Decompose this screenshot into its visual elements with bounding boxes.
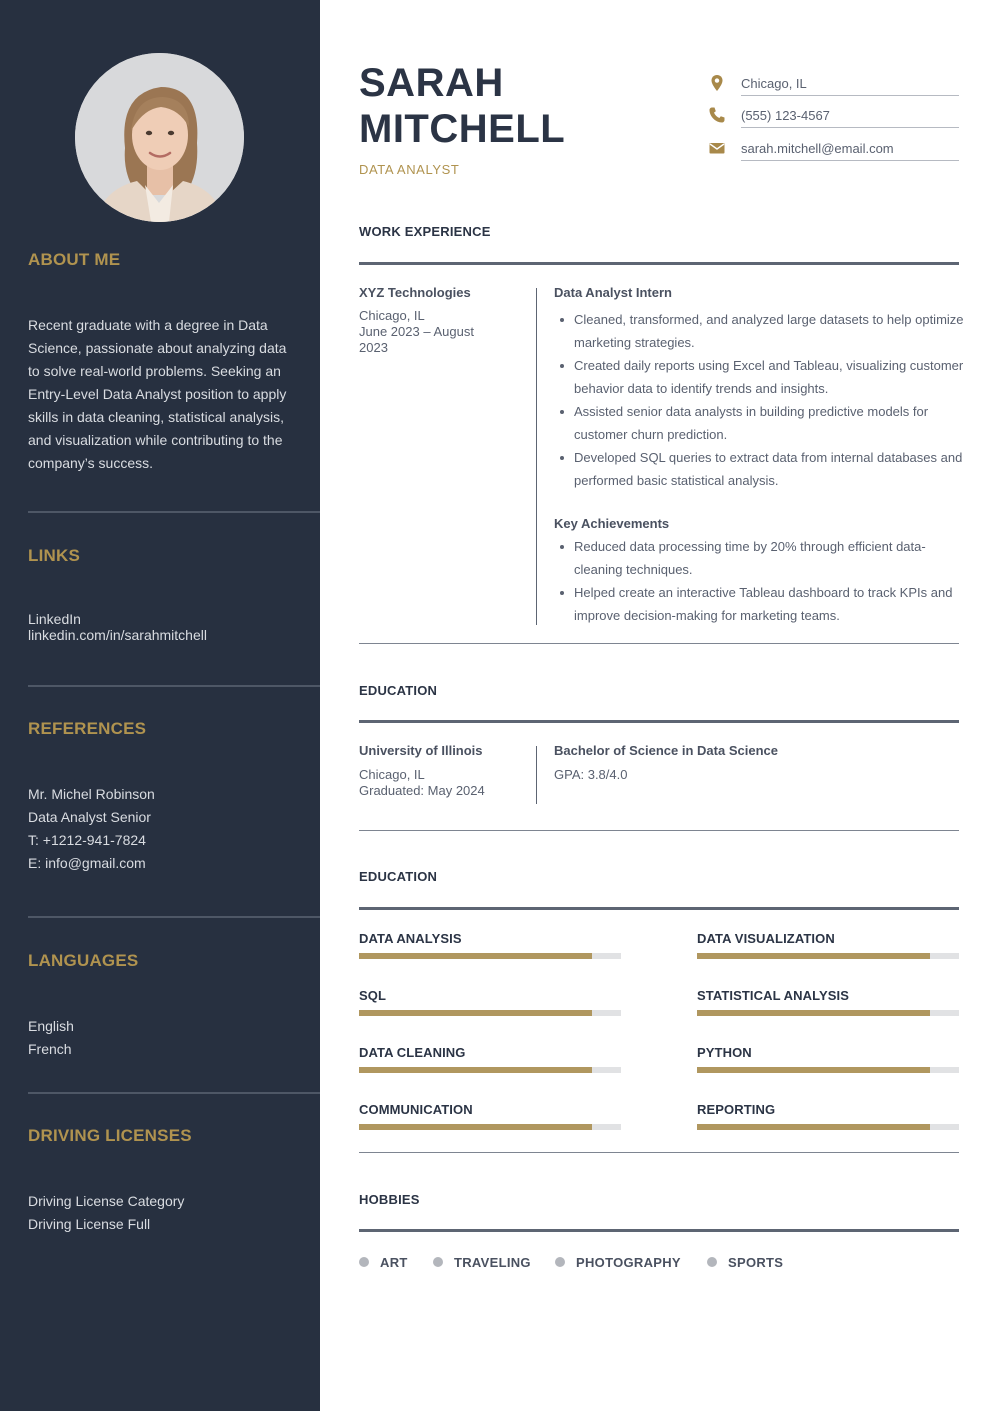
job-title: DATA ANALYST bbox=[359, 162, 460, 177]
skill-bar-track bbox=[359, 1067, 621, 1073]
portrait-photo-icon bbox=[75, 53, 244, 222]
bullet-dot-icon bbox=[433, 1257, 443, 1267]
license-item: Driving License Category bbox=[28, 1193, 185, 1209]
skill-bar-track bbox=[697, 1124, 959, 1130]
work-bullets bbox=[554, 308, 964, 492]
achievement-bullets bbox=[554, 535, 964, 627]
contact-underline bbox=[741, 160, 959, 161]
main-content bbox=[320, 0, 1001, 1411]
hobby-label: SPORTS bbox=[728, 1255, 784, 1270]
contact-phone[interactable] bbox=[708, 106, 959, 128]
section-separator bbox=[359, 830, 959, 831]
profile-photo bbox=[75, 53, 244, 222]
bullet-dot-icon bbox=[359, 1257, 369, 1267]
hobbies-heading: HOBBIES bbox=[359, 1192, 420, 1207]
licenses-title: DRIVING LICENSES bbox=[28, 1126, 192, 1145]
languages-title: LANGUAGES bbox=[28, 951, 139, 970]
hobby-label: PHOTOGRAPHY bbox=[576, 1255, 681, 1270]
achievement-bullet: Reduced data processing time by 20% through efficient data-cleaning techniques. bbox=[554, 535, 964, 581]
sidebar-divider bbox=[28, 916, 320, 918]
achievement-bullet: Helped create an interactive Tableau dashboard to track KPIs and improve decision-making for marketing teams. bbox=[554, 581, 964, 627]
skill-item bbox=[697, 1045, 959, 1060]
sidebar-divider bbox=[28, 685, 320, 687]
skill-label: SQL bbox=[359, 988, 387, 1003]
skill-bar-track bbox=[697, 1010, 959, 1016]
education-heading: EDUCATION bbox=[359, 683, 438, 698]
contact-location bbox=[708, 74, 959, 96]
license-item: Driving License Full bbox=[28, 1216, 151, 1232]
work-company: XYZ Technologies bbox=[359, 285, 471, 300]
section-rule bbox=[359, 720, 959, 723]
hobby-label: TRAVELING bbox=[454, 1255, 531, 1270]
education-location: Chicago, IL bbox=[359, 767, 425, 782]
work-bullet: Created daily reports using Excel and Tableau, visualizing customer behavior data to identify trends and insights. bbox=[554, 354, 964, 400]
reference-name: Mr. Michel Robinson bbox=[28, 786, 155, 802]
skill-bar-fill bbox=[697, 1067, 930, 1073]
skill-label: COMMUNICATION bbox=[359, 1102, 473, 1117]
references-title: REFERENCES bbox=[28, 719, 147, 738]
work-bullet: Cleaned, transformed, and analyzed large datasets to help optimize marketing strategies. bbox=[554, 308, 964, 354]
work-bullet: Assisted senior data analysts in building predictive models for customer churn prediction. bbox=[554, 400, 964, 446]
skill-item bbox=[697, 1102, 959, 1117]
skills-heading: EDUCATION bbox=[359, 869, 438, 884]
section-rule bbox=[359, 262, 959, 265]
contact-location-text: Chicago, IL bbox=[741, 76, 807, 91]
skill-bar-track bbox=[697, 1067, 959, 1073]
contact-email[interactable] bbox=[708, 139, 959, 161]
education-graduated: Graduated: May 2024 bbox=[359, 783, 485, 798]
sidebar-divider bbox=[28, 511, 320, 513]
work-role: Data Analyst Intern bbox=[554, 285, 672, 300]
contact-underline bbox=[741, 95, 959, 96]
skill-bar-fill bbox=[697, 1124, 930, 1130]
section-rule bbox=[359, 907, 959, 910]
skill-label: REPORTING bbox=[697, 1102, 776, 1117]
contact-phone-text[interactable]: (555) 123-4567 bbox=[741, 108, 830, 123]
skill-item bbox=[359, 988, 621, 1003]
skill-bar-fill bbox=[359, 1010, 592, 1016]
section-rule bbox=[359, 1229, 959, 1232]
sidebar bbox=[0, 0, 320, 1411]
email-icon bbox=[708, 139, 726, 157]
skill-bar-fill bbox=[697, 1010, 930, 1016]
references-section bbox=[28, 719, 320, 739]
about-title: ABOUT ME bbox=[28, 250, 121, 269]
skill-bar-fill bbox=[697, 953, 930, 959]
contact-underline bbox=[741, 127, 959, 128]
work-dates: June 2023 – August 2023 bbox=[359, 324, 474, 355]
skill-label: DATA ANALYSIS bbox=[359, 931, 462, 946]
section-separator bbox=[359, 643, 959, 644]
skill-bar-fill bbox=[359, 953, 592, 959]
skill-bar-track bbox=[697, 953, 959, 959]
sidebar-divider bbox=[28, 1092, 320, 1094]
skill-label: PYTHON bbox=[697, 1045, 752, 1060]
skill-bar-track bbox=[359, 1010, 621, 1016]
contact-email-text[interactable]: sarah.mitchell@email.com bbox=[741, 141, 894, 156]
work-experience-heading: WORK EXPERIENCE bbox=[359, 224, 491, 239]
languages-list bbox=[28, 1015, 320, 1061]
links-title: LINKS bbox=[28, 546, 80, 565]
location-pin-icon bbox=[708, 74, 726, 92]
education-school: University of Illinois bbox=[359, 743, 483, 758]
candidate-name bbox=[359, 60, 565, 152]
about-section bbox=[28, 250, 320, 270]
licenses-list bbox=[28, 1190, 320, 1236]
link-item-linkedin[interactable] bbox=[28, 611, 320, 643]
skill-item bbox=[359, 931, 621, 946]
vertical-divider bbox=[536, 288, 537, 625]
licenses-section bbox=[28, 1126, 320, 1146]
skill-bar-fill bbox=[359, 1124, 592, 1130]
reference-email: E: info@gmail.com bbox=[28, 855, 146, 871]
reference-phone: T: +1212-941-7824 bbox=[28, 832, 146, 848]
education-gpa: GPA: 3.8/4.0 bbox=[554, 767, 628, 782]
skill-item bbox=[359, 1045, 621, 1060]
link-url[interactable]: linkedin.com/in/sarahmitchell bbox=[28, 627, 207, 643]
about-text: Recent graduate with a degree in Data Science, passionate about analyzing data to solve real-world problems. Seeking an Entry-Level Data Analyst position to apply skills in data cleaning, statistical analysis, and visualization while contributing to the company’s success. bbox=[28, 317, 287, 471]
skill-bar-track bbox=[359, 1124, 621, 1130]
vertical-divider bbox=[536, 746, 537, 804]
language-item: English bbox=[28, 1018, 74, 1034]
section-separator bbox=[359, 1152, 959, 1153]
about-text-block bbox=[28, 314, 300, 475]
first-name: SARAH bbox=[359, 61, 504, 105]
skill-label: DATA CLEANING bbox=[359, 1045, 466, 1060]
skill-item bbox=[359, 1102, 621, 1117]
language-item: French bbox=[28, 1041, 72, 1057]
skill-label: DATA VISUALIZATION bbox=[697, 931, 835, 946]
hobby-label: ART bbox=[380, 1255, 408, 1270]
skill-item bbox=[697, 988, 959, 1003]
work-bullet: Developed SQL queries to extract data from internal databases and performed basic statistical analysis. bbox=[554, 446, 964, 492]
phone-icon bbox=[708, 106, 726, 124]
skill-item bbox=[697, 931, 959, 946]
last-name: MITCHELL bbox=[359, 107, 566, 151]
reference-role: Data Analyst Senior bbox=[28, 809, 151, 825]
key-achievements-heading: Key Achievements bbox=[554, 516, 670, 531]
link-label: LinkedIn bbox=[28, 611, 81, 627]
bullet-dot-icon bbox=[707, 1257, 717, 1267]
links-section bbox=[28, 546, 320, 566]
skill-label: STATISTICAL ANALYSIS bbox=[697, 988, 849, 1003]
reference-block bbox=[28, 783, 320, 875]
work-location: Chicago, IL bbox=[359, 308, 425, 323]
languages-section bbox=[28, 951, 320, 971]
skill-bar-track bbox=[359, 953, 621, 959]
education-degree: Bachelor of Science in Data Science bbox=[554, 743, 778, 758]
skill-bar-fill bbox=[359, 1067, 592, 1073]
bullet-dot-icon bbox=[555, 1257, 565, 1267]
